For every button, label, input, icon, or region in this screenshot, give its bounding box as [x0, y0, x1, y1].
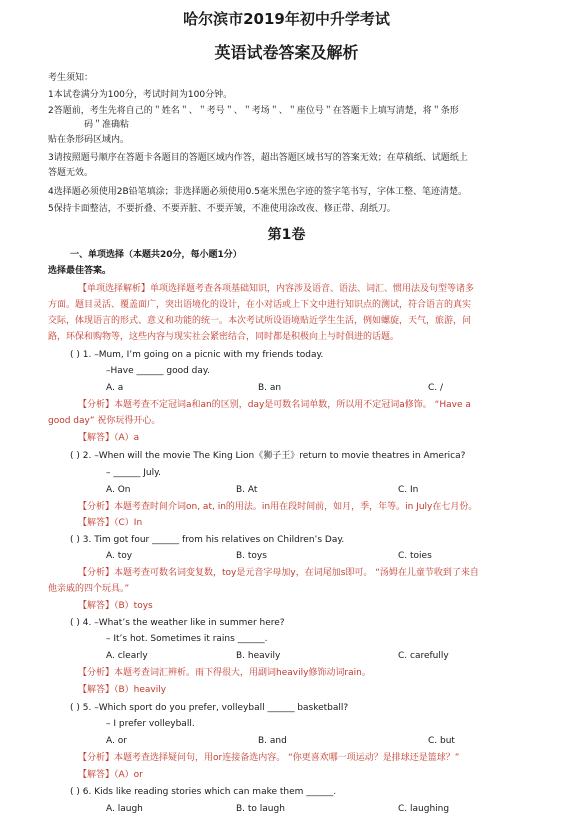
question-2-stem: ( ) 2. –When will the movie The King Lion《狮子王》return to movie theatres in America?: [70, 451, 466, 461]
question-1-answer: 【解答】（A）a: [78, 433, 140, 443]
question-5-option-b: B. and: [258, 736, 287, 746]
section-analysis-3: 交际，体现语言的形式、意义和功能的统一。本次考试所设语境贴近学生生活，例如螺旋，天气，旅游，问: [48, 316, 472, 326]
question-4-analysis: 【分析】本题考查词汇辨析。雨下得很大，用副词heavily修饰动词rain。: [78, 668, 371, 678]
section-heading: 一、单项选择（本题共20分，每小题1分）: [70, 250, 242, 260]
question-5-option-a: A. or: [106, 736, 127, 746]
question-6-stem: ( ) 6. Kids like reading stories which can make them ______.: [70, 787, 337, 797]
question-3-option-b: B. toys: [236, 551, 267, 561]
question-6-option-b: B. to laugh: [236, 804, 285, 814]
section-analysis-2: 方面。题目灵活、覆盖面广，突出语境化的设计，在小对话或上下文中进行知识点的测试，符合语言的真实: [48, 300, 472, 310]
question-1-reply: –Have ______ good day.: [106, 366, 210, 376]
notice-line-2c: 贴在条形码区域内。: [48, 135, 130, 145]
question-1-analysis-2: good day” 祝你玩得开心。: [48, 416, 161, 426]
question-2-answer: 【解答】（C）In: [78, 518, 143, 528]
question-1-option-a: A. a: [106, 383, 124, 393]
question-3-option-c: C. toies: [398, 551, 432, 561]
question-6-option-c: C. laughing: [398, 804, 450, 814]
section-analysis-1: 【单项选择解析】单项选择题考查各项基础知识，内容涉及语音、语法、词汇、惯用法及句型等诸多: [78, 284, 475, 294]
question-2-option-c: C. In: [398, 485, 419, 495]
question-5-analysis: 【分析】本题考查选择疑问句，用or连接备选内容。 “你更喜欢哪一项运动？是排球还是篮球？”: [78, 753, 460, 763]
notice-line-3b: 答题无效。: [48, 168, 94, 178]
notice-line-3: 3请按照题号顺序在答题卡各题目的答题区域内作答，超出答题区域书写的答案无效；在草稿纸、试题纸上: [48, 153, 468, 163]
question-4-option-a: A. clearly: [106, 651, 148, 661]
volume-title: 第1卷: [267, 227, 306, 243]
question-2-option-a: A. On: [106, 485, 131, 495]
question-4-stem: ( ) 4. –What’s the weather like in summer here?: [70, 618, 285, 628]
question-2-option-b: B. At: [236, 485, 258, 495]
section-instruction: 选择最佳答案。: [48, 266, 112, 276]
notice-line-2b: 码＂准确粘: [84, 120, 130, 130]
question-4-option-b: B. heavily: [236, 651, 281, 661]
section-analysis-4: 路，环保和购物等，这些内容与现实社会紧密结合，同时都是积极向上与时俱进的话题。: [48, 332, 400, 342]
question-3-answer: 【解答】（B）toys: [78, 601, 153, 611]
page-title: 哈尔滨市2019年初中升学考试: [183, 10, 390, 28]
notice-line-2: 2答题前，考生先将自己的＂姓名＂、＂考号＂、＂考场＂、＂座位号＂在答题卡上填写清楚，将＂条形: [48, 106, 459, 116]
question-4-answer: 【解答】（B）heavily: [78, 685, 167, 695]
question-1-analysis: 【分析】本题考查不定冠词a和an的区别，day是可数名词单数，所以用不定冠词a修饰。 “Have a: [78, 400, 471, 410]
question-6-option-a: A. laugh: [106, 804, 143, 814]
question-3-analysis: 【分析】本题考查可数名词变复数，toy是元音字母加y，在词尾加s即可。 “汤姆在儿童节收到了来自: [78, 568, 479, 578]
question-3-option-a: A. toy: [106, 551, 133, 561]
notice-line-4: 4选择题必须使用2B铅笔填涂；非选择题必须使用0.5毫米黑色字迹的签字笔书写，字体工整、笔迹清楚。: [48, 187, 467, 197]
notice-line-1: 1本试卷满分为100分，考试时间为100分钟。: [48, 90, 233, 100]
question-5-answer: 【解答】（A）or: [78, 770, 143, 780]
question-1-stem: ( ) 1. –Mum, I’m going on a picnic with my friends today.: [70, 350, 324, 360]
notice-line-5: 5保持卡面整洁，不要折叠、不要弄脏、不要弄皱，不准使用涂改夜、修正带、刮纸刀。: [48, 204, 396, 214]
question-1-option-c: C. /: [428, 383, 444, 393]
question-5-stem: ( ) 5. –Which sport do you prefer, volleyball ______ basketball?: [70, 703, 349, 713]
question-3-stem: ( ) 3. Tim got four ______ from his relatives on Children’s Day.: [70, 535, 345, 545]
question-2-analysis: 【分析】本题考查时间介词on, at, in的用法。in用在段时间前，如月，季，年等。in July在七月份。: [78, 502, 478, 512]
notice-heading: 考生须知：: [48, 73, 94, 83]
question-1-option-b: B. an: [258, 383, 282, 393]
question-5-option-c: C. but: [428, 736, 455, 746]
page-subtitle: 英语试卷答案及解析: [214, 43, 359, 62]
question-5-reply: – I prefer volleyball.: [106, 719, 195, 729]
question-2-reply: – ______ July.: [106, 468, 161, 478]
question-4-reply: – It’s hot. Sometimes it rains ______.: [106, 634, 268, 644]
question-4-option-c: C. carefully: [398, 651, 449, 661]
question-3-analysis-2: 他亲戚的四个玩具。”: [48, 584, 130, 594]
